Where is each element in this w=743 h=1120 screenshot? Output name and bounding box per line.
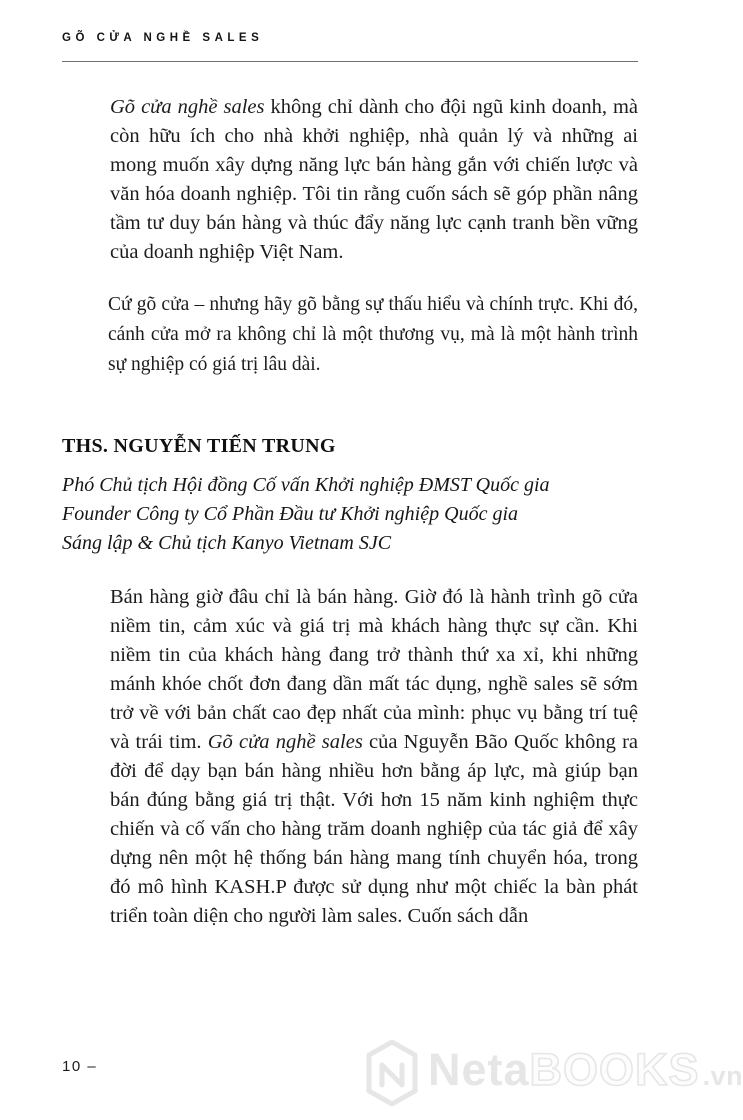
- paragraph-3-text-b: của Nguyễn Bão Quốc không ra đời để dạy bạn bán hàng nhiều hơn bằng áp lực, mà giúp bạn bán đúng bằng giá trị thật. Với hơn 15 năm kinh nghiệm thực chiến và cố vấn cho hàng trăm doanh nghiệp của tác giả để xây dựng nên một hệ thống bán hàng mang tính chuyển hóa, trong đó mô hình KASH.P được sử dụng như một chiếc la bàn phát triển toàn diện cho người làm sales. Cuốn sách dẫn: [110, 731, 638, 927]
- wordmark-books: BOOKS: [529, 1044, 700, 1095]
- endorser-title-line-3: Sáng lập & Chủ tịch Kanyo Vietnam SJC: [62, 532, 392, 554]
- netabooks-watermark: [366, 1036, 743, 1110]
- endorser-title-line-1: Phó Chủ tịch Hội đồng Cố vấn Khởi nghiệp ĐMST Quốc gia: [62, 474, 550, 496]
- endorser-title-line-2: Founder Công ty Cổ Phần Đầu tư Khởi nghiệp Quốc gia: [62, 503, 518, 525]
- paragraph-3-text-a: Bán hàng giờ đâu chỉ là bán hàng. Giờ đó là hành trình gõ cửa niềm tin, cảm xúc và giá trị mà khách hàng thực sự cần. Khi niềm tin của khách hàng đang trở thành thứ xa xỉ, khi những mánh khóe chốt đơn đang dần mất tác dụng, nghề sales sẽ sớm trở về với bản chất cao đẹp nhất của mình: phục vụ bằng trí tuệ và trái tim.: [110, 586, 638, 753]
- netabooks-hexagon-logo-icon: [366, 1039, 418, 1107]
- endorser-credits: [62, 471, 638, 558]
- book-title-italic: Gõ cửa nghề sales: [110, 96, 265, 118]
- running-header-title: GÕ CỬA NGHỀ SALES: [62, 32, 264, 44]
- endorser-name: THS. NGUYỄN TIẾN TRUNG: [62, 435, 336, 457]
- paragraph-endorsement-3: [110, 583, 638, 931]
- header-rule: [62, 61, 638, 62]
- page-number: 10 –: [62, 1058, 98, 1075]
- wordmark-vn: .vn: [702, 1061, 743, 1091]
- wordmark-neta: Neta: [428, 1044, 530, 1095]
- page-body: [0, 93, 700, 931]
- book-title-italic-2: Gõ cửa nghề sales: [207, 731, 363, 753]
- paragraph-1-text: không chỉ dành cho đội ngũ kinh doanh, mà còn hữu ích cho nhà khởi nghiệp, nhà quản lý và những ai mong muốn xây dựng năng lực bán hàng gắn với chiến lược và văn hóa doanh nghiệp. Tôi tin rằng cuốn sách sẽ góp phần nâng tầm tư duy bán hàng và thúc đẩy năng lực cạnh tranh bền vững của doanh nghiệp Việt Nam.: [110, 96, 639, 263]
- paragraph-endorsement-2: Cứ gõ cửa – nhưng hãy gõ bằng sự thấu hiểu và chính trực. Khi đó, cánh cửa mở ra không chỉ là một thương vụ, mà là một hành trình sự nghiệp có giá trị lâu dài.: [108, 294, 638, 375]
- running-header: [0, 0, 700, 62]
- paragraph-endorsement-1: [110, 93, 638, 267]
- netabooks-wordmark: [428, 1036, 743, 1110]
